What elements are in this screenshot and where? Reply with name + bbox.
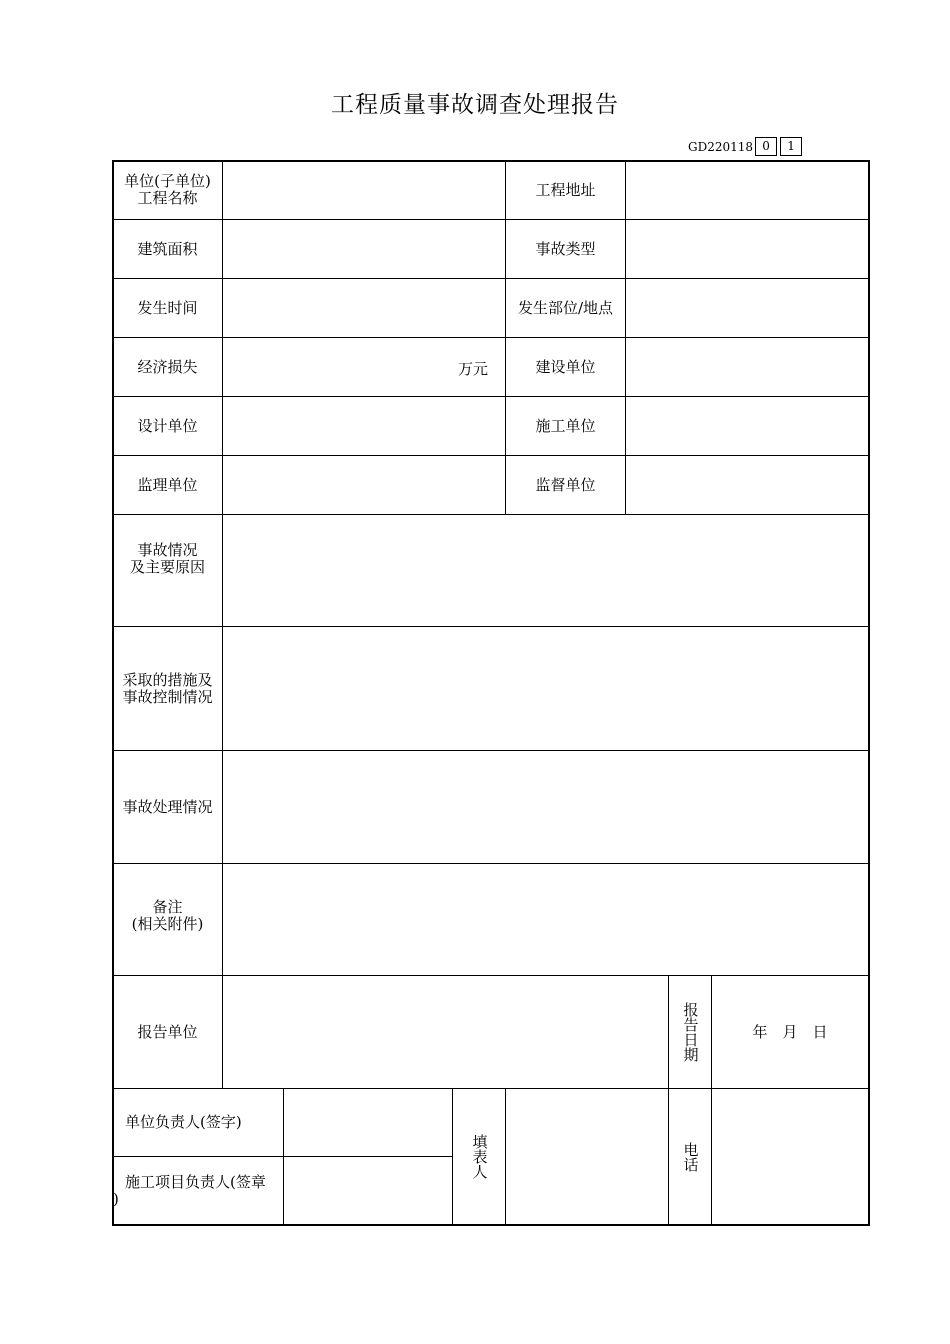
field-accident-type[interactable]	[626, 220, 868, 278]
label-oversight-unit: 监督单位	[535, 475, 596, 494]
field-measures[interactable]	[223, 627, 868, 750]
field-occurrence-time[interactable]	[223, 279, 505, 337]
form-code-box-1[interactable]: 0	[755, 137, 777, 156]
field-occurrence-location[interactable]	[626, 279, 868, 337]
field-project-name[interactable]	[223, 161, 505, 219]
label-unit-leader: 单位负责人(签字)	[125, 1113, 242, 1131]
label-phone: 电话	[681, 1141, 700, 1172]
field-filler[interactable]	[506, 1089, 668, 1224]
label-report-unit: 报告单位	[137, 1022, 198, 1041]
field-project-leader-signature[interactable]	[284, 1157, 452, 1224]
field-report-unit[interactable]	[223, 976, 668, 1088]
label-occurrence-location: 发生部位/地点	[517, 298, 614, 317]
field-oversight-unit[interactable]	[626, 456, 868, 514]
label-occurrence-time: 发生时间	[137, 298, 198, 317]
label-builder-unit: 施工单位	[535, 416, 596, 435]
field-report-date[interactable]: 年 月 日	[752, 1022, 828, 1041]
field-phone[interactable]	[712, 1089, 868, 1224]
label-accident-situation: 事故情况 及主要原因	[129, 540, 205, 576]
field-handling[interactable]	[223, 751, 868, 863]
field-design-unit[interactable]	[223, 397, 505, 455]
label-building-area: 建筑面积	[137, 239, 198, 258]
label-filler: 填表人	[470, 1134, 489, 1179]
form-code-prefix: GD220118	[688, 139, 754, 154]
label-accident-type: 事故类型	[535, 239, 596, 258]
label-remarks: 备注 (相关附件)	[131, 897, 204, 933]
form-code-box-2[interactable]: 1	[780, 137, 802, 156]
field-construction-unit[interactable]	[626, 338, 868, 396]
label-measures: 采取的措施及 事故控制情况	[122, 670, 213, 706]
label-handling: 事故处理情况	[122, 797, 213, 816]
label-design-unit: 设计单位	[137, 416, 198, 435]
label-project-name: 单位(子单位) 工程名称	[124, 172, 211, 207]
label-construction-unit: 建设单位	[535, 357, 596, 376]
label-project-leader: 施工项目负责人(签章 )	[113, 1172, 266, 1208]
field-builder-unit[interactable]	[626, 397, 868, 455]
label-project-address: 工程地址	[535, 180, 596, 199]
field-building-area[interactable]	[223, 220, 505, 278]
page-title: 工程质量事故调查处理报告	[331, 92, 619, 118]
field-accident-situation[interactable]	[223, 515, 868, 626]
field-supervision-unit[interactable]	[223, 456, 505, 514]
loss-unit: 万元	[458, 360, 489, 378]
field-unit-leader-signature[interactable]	[284, 1089, 452, 1156]
label-supervision-unit: 监理单位	[137, 475, 198, 494]
field-project-address[interactable]	[626, 161, 868, 219]
label-economic-loss: 经济损失	[137, 357, 198, 376]
field-remarks[interactable]	[223, 864, 868, 975]
label-report-date: 报告日期	[681, 1002, 700, 1062]
